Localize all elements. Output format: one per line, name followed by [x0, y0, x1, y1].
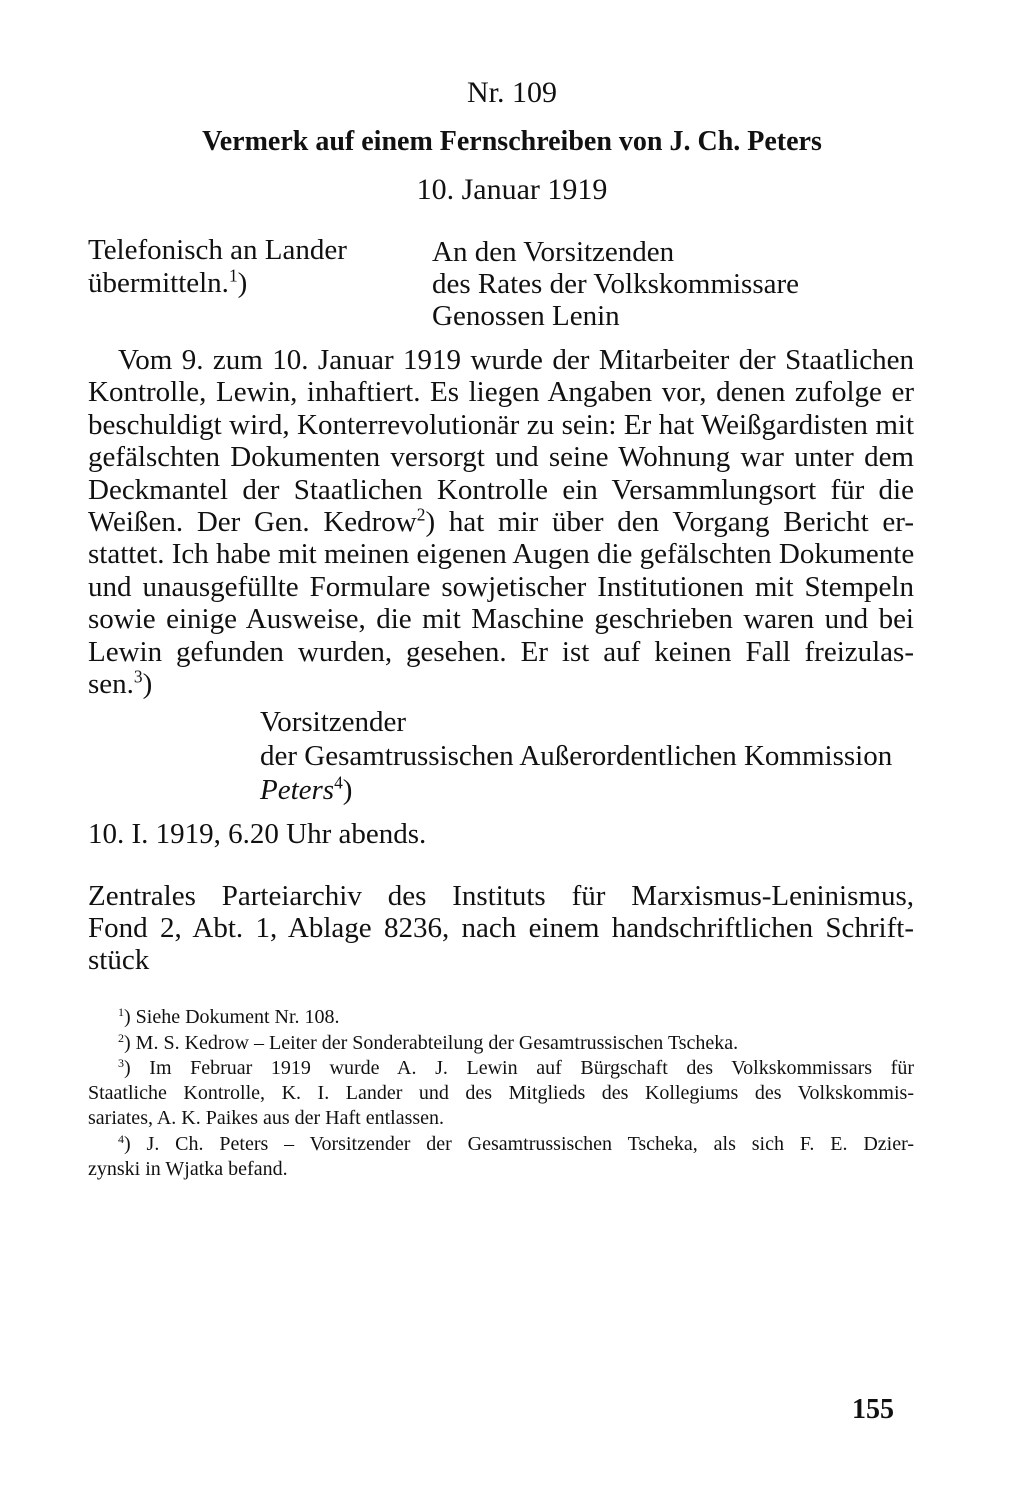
footnote-ref-3: 3 [133, 666, 143, 687]
body-line: Weißen. Der Gen. Kedrow$^2$) hat mir über den Vorgang Bericht er- [88, 504, 914, 538]
body-line: stattet. Ich habe mit meinen eigenen Augen die gefälschten Dokumente [88, 538, 915, 570]
document-title: Vermerk auf einem Fernschreiben von J. Ch. Peters [202, 126, 822, 157]
body-line: Lewin gefunden wurden, gesehen. Er ist auf keinen Fall freizulas- [88, 636, 914, 668]
signature-line-2: der Gesamtrussischen Außerordentlichen Kommission [260, 740, 893, 772]
body-line: Deckmantel der Staatlichen Kontrolle ein Versammlungsort für die [88, 474, 914, 506]
margin-note [88, 234, 347, 300]
body-line: und unausgefüllte Formulare sowjetischer Institutionen mit Stempeln [88, 571, 914, 603]
signature-line-1: Vorsitzender [260, 706, 407, 738]
body-line: Kontrolle, Lewin, inhaftiert. Es liegen Angaben vor, denen zufolge er [88, 376, 914, 408]
footnote-1: $^1$) Siehe Dokument Nr. 108. [118, 1004, 340, 1028]
body-line: Vom 9. zum 10. Januar 1919 wurde der Mitarbeiter der Staatlichen [118, 344, 914, 376]
margin-note-line-1: Telefonisch an Lander [88, 234, 347, 266]
document-number: Nr. 109 [467, 76, 557, 109]
page-number: 155 [852, 1394, 894, 1425]
footnote-3-end: sariates, A. K. Paikes aus der Haft entlassen. [88, 1107, 445, 1129]
footnote-2: $^2$) M. S. Kedrow – Leiter der Sonderabteilung der Gesamtrussischen Tscheka. [118, 1030, 739, 1054]
footnote-ref-1: 1 [228, 265, 238, 286]
address-line-2: des Rates der Volkskommissare [432, 268, 800, 300]
footnote-3: $^3$) Im Februar 1919 wurde A. J. Lewin auf Bürgschaft des Volkskommissars für [118, 1055, 914, 1079]
body-line: sowie einige Ausweise, die mit Maschine geschrieben waren und bei [88, 603, 914, 635]
signature-block [260, 705, 892, 807]
footnote-ref-4: 4 [334, 772, 343, 793]
signature-name: Peters$^4$) [260, 772, 353, 806]
timestamp: 10. I. 1919, 6.20 Uhr abends. [88, 818, 427, 850]
address-line-3: Genossen Lenin [432, 300, 620, 332]
source-line: Zentrales Parteiarchiv des Instituts für Marxismus-Leninismus, [88, 880, 914, 912]
footnote-ref-2: 2 [416, 504, 426, 525]
address-block [432, 236, 799, 332]
body-line: beschuldigt wird, Konterrevolutionär zu sein: Er hat Weißgardisten mit [88, 409, 914, 441]
margin-note-line-2: übermitteln.$^1$) [88, 265, 248, 299]
body-line: gefälschten Dokumenten versorgt und seine Wohnung war unter dem [88, 441, 914, 473]
source-line: stück [88, 944, 150, 976]
footnote-4-end: zynski in Wjatka befand. [88, 1158, 288, 1180]
source-line: Fond 2, Abt. 1, Ablage 8236, nach einem handschriftlichen Schrift- [88, 912, 914, 944]
body-line: sen.$^3$) [88, 666, 153, 700]
address-line-1: An den Vorsitzenden [432, 236, 675, 268]
document-date: 10. Januar 1919 [416, 173, 608, 206]
footnote-4: $^4$) J. Ch. Peters – Vorsitzender der Gesamtrussischen Tscheka, als sich F. E. Dzier- [118, 1131, 914, 1155]
footnote-3-cont: Staatliche Kontrolle, K. I. Lander und des Mitglieds des Kollegiums des Volkskommis- [88, 1082, 914, 1104]
